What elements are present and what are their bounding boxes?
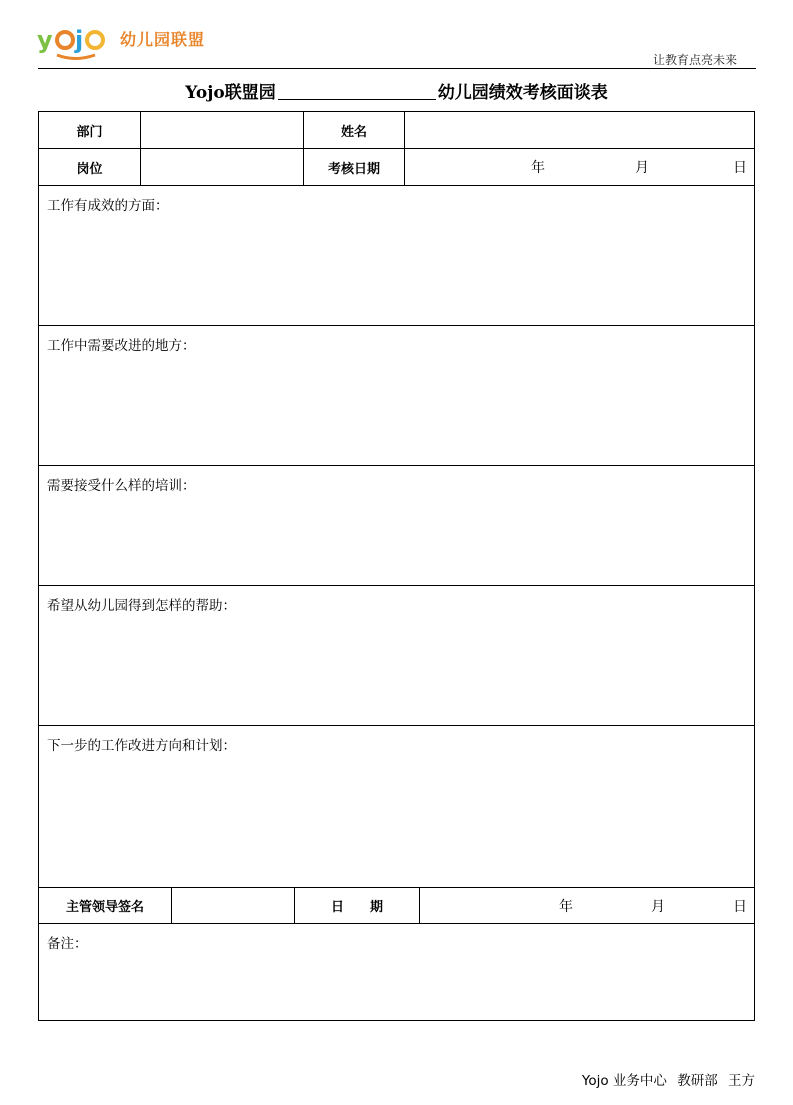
signature-month-label: 月 bbox=[651, 898, 665, 915]
svg-text:y: y bbox=[37, 26, 53, 54]
position-label: 岗位 bbox=[39, 149, 141, 185]
section-label: 工作中需要改进的地方： bbox=[47, 338, 196, 354]
name-label: 姓名 bbox=[304, 112, 405, 148]
section-label: 需要接受什么样的培训： bbox=[47, 478, 196, 494]
review-day-label: 日 bbox=[733, 160, 747, 176]
row-signature bbox=[39, 888, 754, 924]
supervisor-signature-field[interactable] bbox=[172, 888, 295, 923]
remarks-label: 备注： bbox=[47, 936, 88, 952]
signature-date-field[interactable] bbox=[420, 888, 754, 923]
review-form bbox=[38, 111, 755, 1021]
footer-person: 王方 bbox=[728, 1073, 755, 1089]
row-position-date bbox=[39, 149, 754, 186]
section-improvements[interactable] bbox=[39, 326, 754, 466]
section-label: 工作有成效的方面： bbox=[47, 198, 169, 214]
section-label: 希望从幼儿园得到怎样的帮助： bbox=[47, 598, 236, 614]
title-prefix: Yojo联盟园 bbox=[185, 83, 276, 103]
svg-text:j: j bbox=[75, 26, 84, 54]
review-year-label: 年 bbox=[531, 160, 545, 176]
page-title bbox=[0, 78, 793, 103]
review-date-label: 考核日期 bbox=[304, 149, 405, 185]
logo bbox=[37, 22, 207, 62]
section-label: 下一步的工作改进方向和计划： bbox=[47, 738, 236, 754]
supervisor-signature-label: 主管领导签名 bbox=[39, 888, 172, 923]
signature-year-label: 年 bbox=[559, 898, 573, 915]
yojo-logo-icon bbox=[37, 22, 117, 62]
slogan: 让教育点亮未来 bbox=[652, 53, 737, 67]
logo-text: 幼儿园联盟 bbox=[120, 30, 206, 49]
name-field[interactable] bbox=[405, 112, 754, 148]
section-help[interactable] bbox=[39, 586, 754, 726]
section-next-steps[interactable] bbox=[39, 726, 754, 888]
section-achievements[interactable] bbox=[39, 186, 754, 326]
department-label: 部门 bbox=[39, 112, 141, 148]
review-month-label: 月 bbox=[635, 160, 649, 176]
section-training[interactable] bbox=[39, 466, 754, 586]
position-field[interactable] bbox=[141, 149, 304, 185]
signature-day-label: 日 bbox=[733, 898, 747, 915]
department-field[interactable] bbox=[141, 112, 304, 148]
footer-dept: 教研部 bbox=[677, 1073, 718, 1089]
footer bbox=[576, 1069, 755, 1089]
section-remarks[interactable] bbox=[39, 924, 754, 1020]
footer-org: Yojo 业务中心 bbox=[581, 1073, 667, 1089]
review-date-field[interactable] bbox=[405, 149, 754, 185]
kindergarten-name-blank[interactable] bbox=[278, 83, 436, 100]
row-department-name bbox=[39, 112, 754, 149]
title-suffix: 幼儿园绩效考核面谈表 bbox=[437, 83, 608, 103]
signature-date-label: 日 期 bbox=[295, 888, 420, 923]
header-rule bbox=[38, 68, 756, 69]
